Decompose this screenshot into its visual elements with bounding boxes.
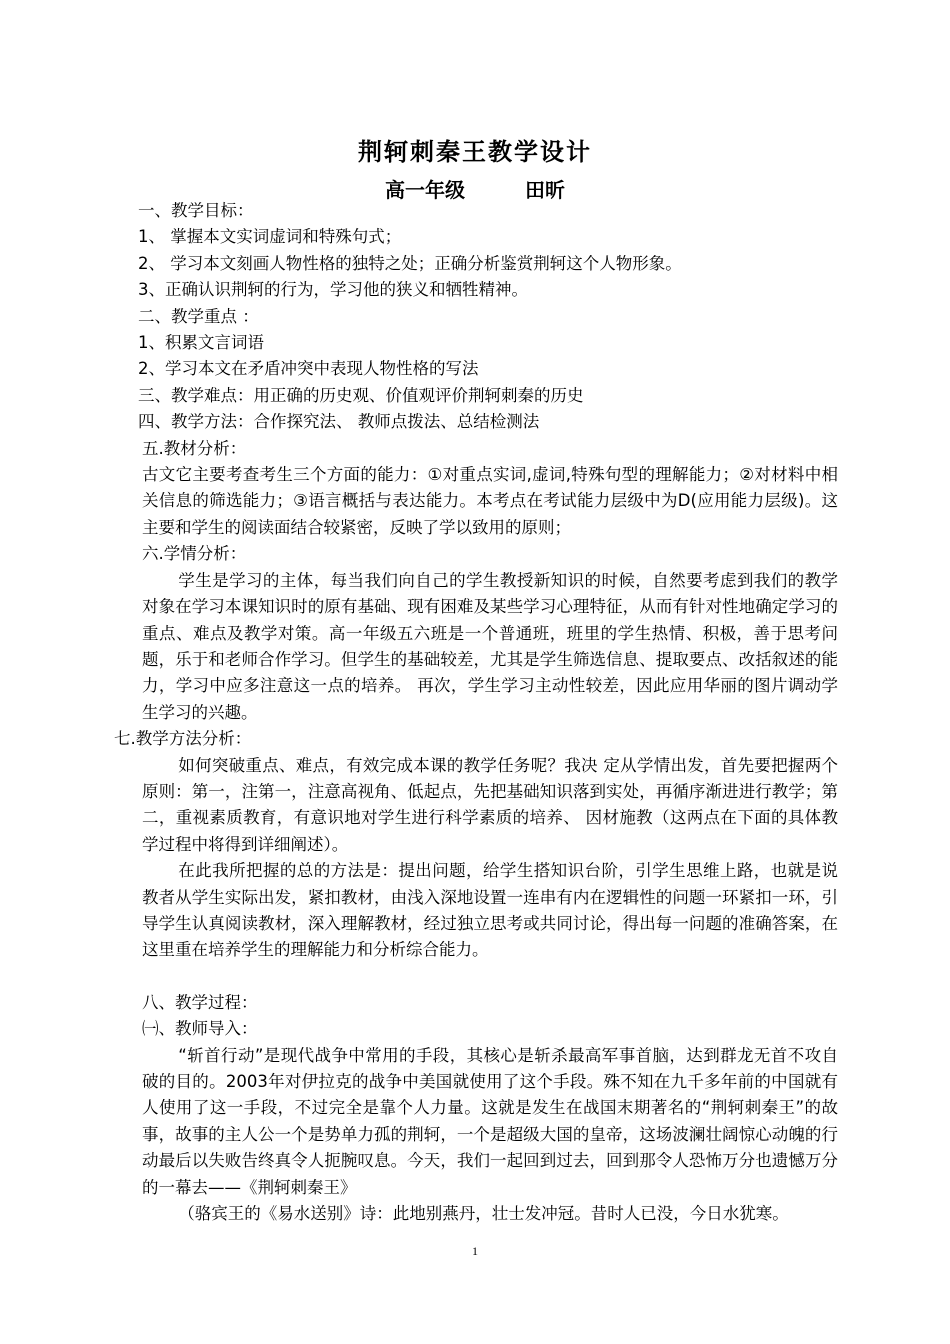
heading-teaching-process: 八、教学过程： <box>142 992 258 1012</box>
heading-key-points: 二、教学重点 ： <box>138 306 259 326</box>
teacher-intro-paragraph: “斩首行动”是现代战争中常用的手段，其核心是斩杀最高军事首脑，达到群龙无首不攻自破的目的。2003年对伊拉克的战争中美国就使用了这个手段。殊不知在九千多年前的中国就有人使用了这一手段，不过完全是靠个人力量。这就是发生在战国末期著名的“荆轲刺秦王”的故事，故事的主人公一个是势单力孤的荆轲，一个是超级大国的皇帝，这场波澜壮阔惊心动魄的行动最后以失败告终真令人扼腕叹息。今天，我们一起回到过去，回到那令人恐怖万分也遗憾万分的一幕去——《荆轲刺秦王》 <box>142 1045 838 1197</box>
heading-material-analysis: 五.教材分析： <box>142 438 247 458</box>
heading-teacher-intro: ㈠、教师导入： <box>142 1019 258 1039</box>
grade-label: 高一年级 <box>385 178 465 202</box>
heading-difficulties: 三、教学难点：用正确的历史观、价值观评价荆轲刺秦的历史 <box>138 385 584 405</box>
page-number: 1 <box>472 1244 478 1258</box>
document-body <box>114 198 838 1227</box>
document-title: 荆轲刺秦王教学设计 <box>358 137 592 166</box>
heading-methods: 四、教学方法：合作探究法、 教师点拨法、总结检测法 <box>138 412 540 432</box>
spacer <box>118 964 838 990</box>
key-point-item-2: 2、学习本文在矛盾冲突中表现人物性格的写法 <box>138 359 479 379</box>
poem-paragraph: （骆宾王的《易水送别》诗：此地别燕丹，壮士发冲冠。昔时人已没，今日水犹寒。 <box>178 1204 789 1224</box>
key-point-item-1: 1、积累文言词语 <box>138 333 264 353</box>
method-analysis-paragraph-2: 在此我所把握的总的方法是：提出问题，给学生搭知识台阶，引学生思维上路，也就是说教者从学生实际出发，紧扣教材，由浅入深地设置一连串有内在逻辑性的问题一环紧扣一环，引导学生认真阅读教材，深入理解教材，经过独立思考或共同讨论，得出每一问题的准确答案，在这里重在培养学生的理解能力和分析综合能力。 <box>142 861 838 960</box>
goal-item-1: 1、 掌握本文实词虚词和特殊句式； <box>138 227 402 247</box>
material-analysis-paragraph: 古文它主要考查考生三个方面的能力：①对重点实词,虚词,特殊句型的理解能力；②对材料中相关信息的筛选能力；③语言概括与表达能力。本考点在考试能力层级中为D(应用能力层级)。这主要和学生的阅读面结合较紧密，反映了学以致用的原则； <box>142 465 838 537</box>
author-name: 田昕 <box>525 178 565 202</box>
goal-item-2: 2、 学习本文刻画人物性格的独特之处；正确分析鉴赏荆轲这个人物形象。 <box>138 253 682 273</box>
heading-student-analysis: 六.学情分析： <box>142 544 247 564</box>
heading-method-analysis: 七.教学方法分析： <box>114 729 252 749</box>
method-analysis-paragraph-1: 如何突破重点、难点，有效完成本课的教学任务呢？我决 定从学情出发，首先要把握两个原则：第一，注第一，注意高视角、低起点，先把基础知识落到实处，再循序渐进进行教学；第二，重视素质教育，有意识地对学生进行科学素质的培养、 因材施教（这两点在下面的具体教学过程中将得到详细阐述）。 <box>142 755 838 854</box>
goal-item-3: 3、正确认识荆轲的行为，学习他的狭义和牺牲精神。 <box>138 280 528 300</box>
student-analysis-paragraph: 学生是学习的主体，每当我们向自己的学生教授新知识的时候，自然要考虑到我们的教学对象在学习本课知识时的原有基础、现有困难及某些学习心理特征，从而有针对性地确定学习的重点、难点及教学对策。高一年级五六班是一个普通班，班里的学生热情、积极，善于思考问题，乐于和老师合作学习。但学生的基础较差，尤其是学生筛选信息、提取要点、改括叙述的能力，学习中应多注意这一点的培养。 再次，学生学习主动性较差，因此应用华丽的图片调动学生学习的兴趣。 <box>142 570 838 722</box>
heading-teaching-goals: 一、教学目标： <box>138 201 254 220</box>
